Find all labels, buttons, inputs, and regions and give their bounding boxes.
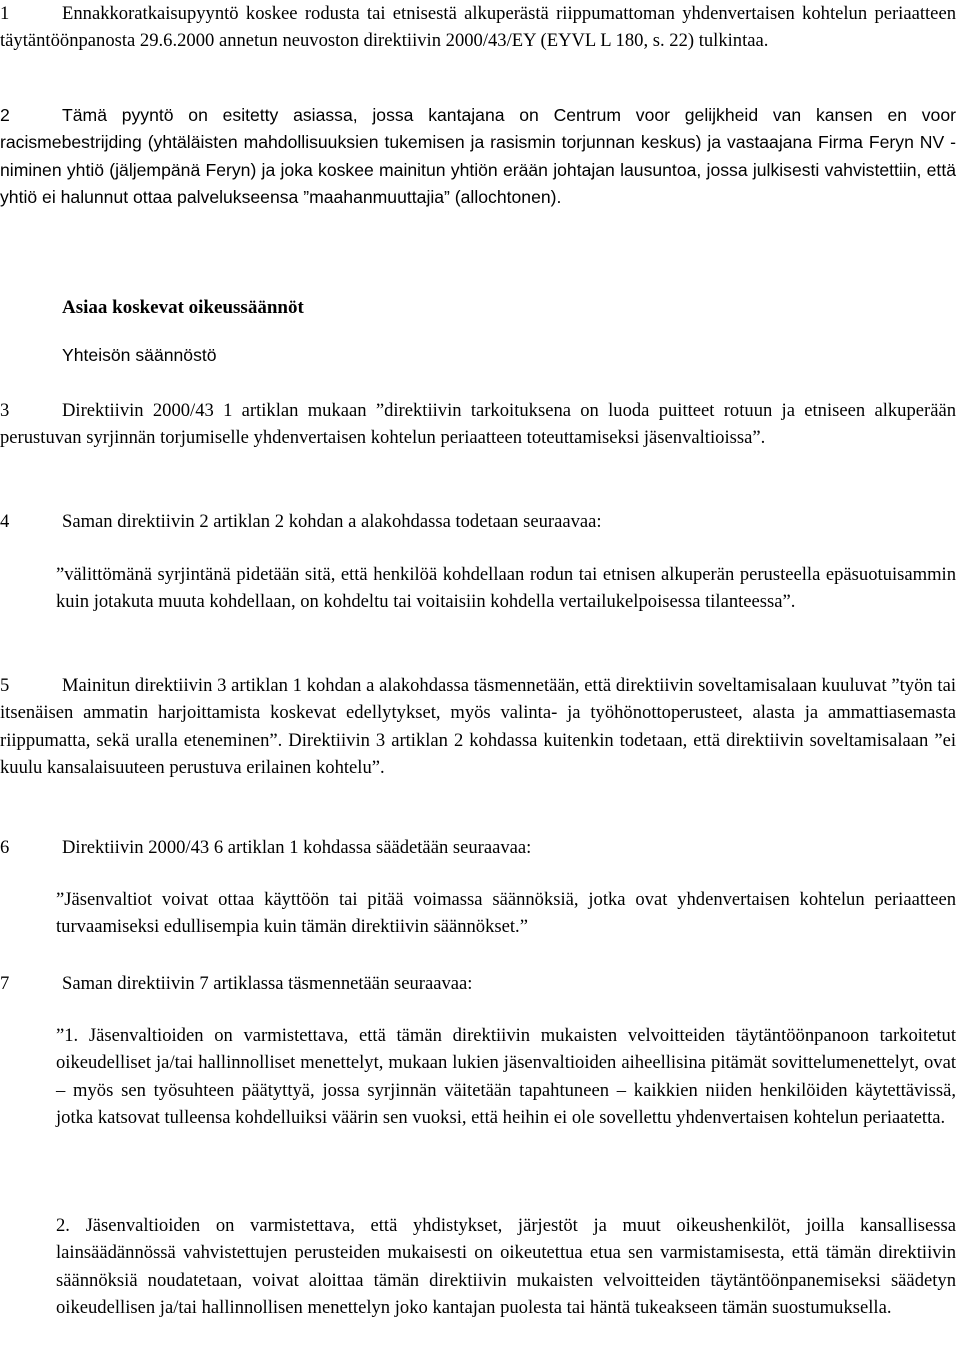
paragraph-5 bbox=[0, 672, 956, 781]
quotation-paragraph-7-point-2: 2. Jäsenvaltioiden on varmistettava, että yhdistykset, järjestöt ja muut oikeushenkilöt, joilla kansallisessa lainsäädännössä vahvistettujen perusteiden mukaisesti on oikeutettua etua sen varmistamisesta, että tämän direktiivin säännöksiä noudatetaan, voivat aloittaa tämän direktiivin mukaisten velvoitteiden täytäntöönpanemiseksi säädetyn oikeudellisen ja/tai hallinnollisen menettelyn joko kantajan puolesta tai häntä tukeakseen tämän suostumuksella. bbox=[56, 1215, 956, 1318]
paragraph-6 bbox=[0, 834, 956, 861]
paragraph-number: 6 bbox=[0, 837, 10, 858]
paragraph-text: Saman direktiivin 7 artiklassa täsmennetään seuraavaa: bbox=[62, 973, 473, 994]
paragraph-text: Ennakkoratkaisupyyntö koskee rodusta tai etnisestä alkuperästä riippumattoman yhdenvertaisen kohtelun periaatteen täytäntöönpanosta 29.6.2000 annetun neuvoston direktiivin 2000/43/EY (EYVL L 180, s. 22) tulkintaa. bbox=[0, 3, 956, 52]
paragraph-text: Direktiivin 2000/43 1 artiklan mukaan ”direktiivin tarkoituksena on luoda puitteet rotuun ja etniseen alkuperään perustuvan syrjinnän torjumiselle yhdenvertaisen kohtelun periaatteen toteuttamiseksi jäsenvaltioissa”. bbox=[0, 400, 956, 449]
paragraph-text: Saman direktiivin 2 artiklan 2 kohdan a alakohdassa todetaan seuraavaa: bbox=[62, 511, 602, 532]
quotation-paragraph-6: ”Jäsenvaltiot voivat ottaa käyttöön tai pitää voimassa säännöksiä, jotka ovat yhdenvertaisen kohtelun periaatteen turvaamiseksi edullisempia kuin tämän direktiivin säännökset.” bbox=[56, 889, 956, 938]
quotation-paragraph-4: ”välittömänä syrjintänä pidetään sitä, että henkilöä kohdellaan rodun tai etnisen alkuperän perusteella epäsuotuisammin kuin jotakuta muuta kohdellaan, on kohdeltu tai voitaisiin kohdella vertailukelpoisessa tilanteessa”. bbox=[56, 564, 956, 613]
paragraph-3 bbox=[0, 397, 956, 452]
section-heading: Asiaa koskevat oikeussäännöt bbox=[62, 297, 304, 318]
paragraph-4 bbox=[0, 508, 956, 535]
paragraph-text: Mainitun direktiivin 3 artiklan 1 kohdan a alakohdassa täsmennetään, että direktiivin soveltamisalaan kuuluvat ”työn tai itsenäisen ammatin harjoittamista koskevat edellytykset, myös valinta- ja työhönottoperusteet, alasta ja ammattiasemasta riippumatta, sekä uralla eteneminen”. Direktiivin 3 artiklan 2 kohdassa kuitenkin todetaan, että direktiivin soveltamisalaan ”ei kuulu kansalaisuuteen perustuva erilainen kohtelu”. bbox=[0, 675, 956, 778]
paragraph-text: Direktiivin 2000/43 6 artiklan 1 kohdassa säädetään seuraavaa: bbox=[62, 837, 532, 858]
paragraph-number: 7 bbox=[0, 973, 10, 994]
paragraph-number: 5 bbox=[0, 675, 10, 696]
paragraph-1 bbox=[0, 0, 956, 55]
paragraph-number: 1 bbox=[0, 3, 10, 24]
paragraph-2 bbox=[0, 102, 956, 211]
paragraph-number: 3 bbox=[0, 400, 10, 421]
quotation-paragraph-7-point-1: ”1. Jäsenvaltioiden on varmistettava, että tämän direktiivin mukaisten velvoitteiden täytäntöönpanoon tarkoitetut oikeudelliset ja/tai hallinnolliset menettelyt, mukaan lukien jäsenvaltioiden aiheellisina pitämät sovittelumenettelyt, ovat – myös sen työsuhteen päätyttyä, jossa syrjinnän väitetään tapahtuneen – kaikkien niiden henkilöiden käytettävissä, jotka katsovat tulleensa kohdelluiksi väärin sen vuoksi, että heihin ei ole sovellettu yhdenvertaisen kohtelun periaatetta. bbox=[56, 1025, 956, 1128]
paragraph-text: Tämä pyyntö on esitetty asiassa, jossa kantajana on Centrum voor gelijkheid van kansen en voor racismebestrijding (yhtäläisten mahdollisuuksien tukemisen ja rasismin torjunnan keskus) ja vastaajana Firma Feryn NV -niminen yhtiö (jäljempänä Feryn) ja joka koskee mainitun yhtiön erään johtajan lausuntoa, jossa julkisesti vahvistettiin, että yhtiö ei halunnut ottaa palvelukseensa ”maahanmuuttajia” (allochtonen). bbox=[0, 105, 956, 207]
paragraph-number: 2 bbox=[0, 105, 10, 125]
paragraph-7 bbox=[0, 970, 956, 997]
paragraph-number: 4 bbox=[0, 511, 10, 532]
section-subheading: Yhteisön säännöstö bbox=[62, 345, 217, 365]
